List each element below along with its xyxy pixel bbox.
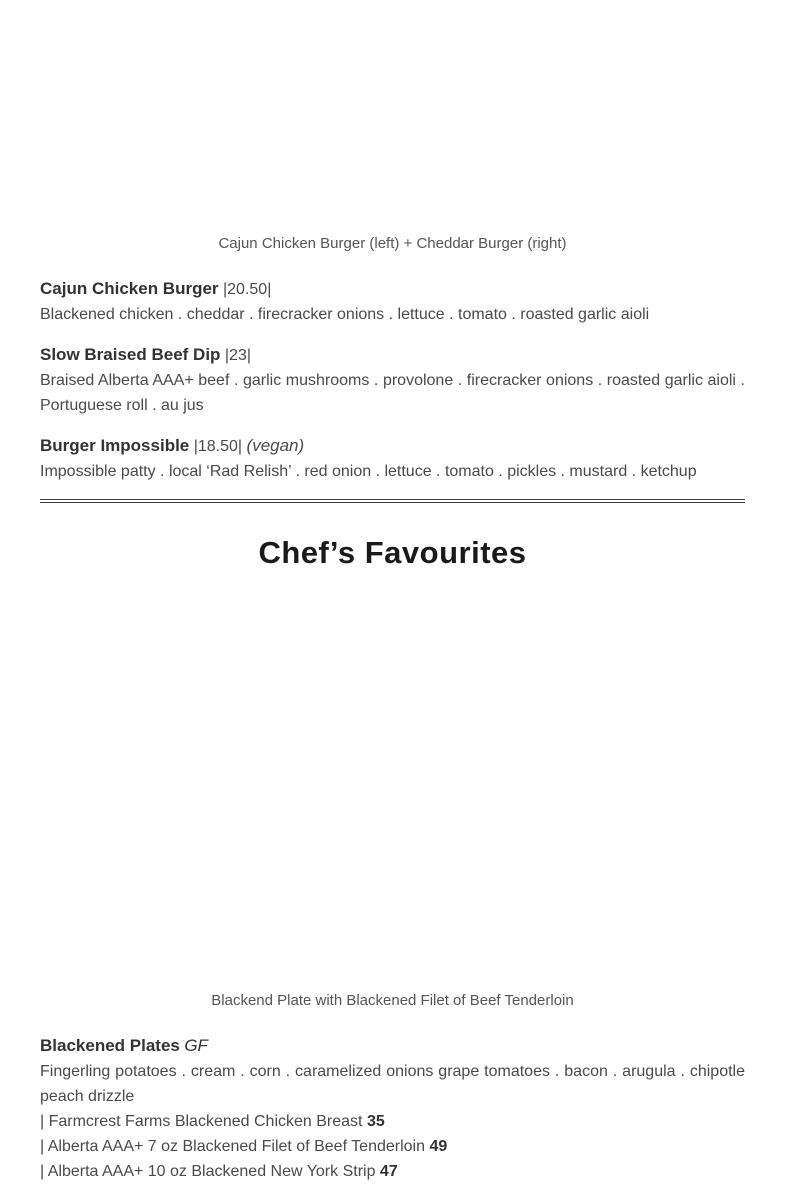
item-name: Slow Braised Beef Dip <box>40 345 221 364</box>
item-option-price: 35 <box>366 1113 385 1130</box>
item-gluten-free-note: GF <box>184 1036 208 1055</box>
burger-photo-figure <box>40 0 745 252</box>
menu-item-blackened-plates <box>40 1033 745 1184</box>
menu-item-slow-braised-beef-dip <box>40 342 745 418</box>
item-description: Braised Alberta AAA+ beef . garlic mushrooms . provolone . firecracker onions . roasted garlic aioli . Portuguese roll . au jus <box>40 372 745 414</box>
item-description: Blackened chicken . cheddar . firecracker onions . lettuce . tomato . roasted garlic aioli <box>40 306 650 323</box>
item-option <box>40 1113 385 1130</box>
burger-photo-placeholder <box>40 0 745 228</box>
item-option-label: | Alberta AAA+ 7 oz Blackened Filet of Beef Tenderloin <box>40 1138 425 1155</box>
item-description: Fingerling potatoes . cream . corn . caramelized onions grape tomatoes . bacon . arugula . chipotle peach drizzle <box>40 1063 745 1105</box>
menu-item-burger-impossible <box>40 433 745 484</box>
blackened-plate-photo-figure <box>40 585 745 1009</box>
item-name: Blackened Plates <box>40 1036 180 1055</box>
item-option-price: 49 <box>429 1138 448 1155</box>
item-option <box>40 1163 398 1180</box>
item-option-label: | Farmcrest Farms Blackened Chicken Breast <box>40 1113 363 1130</box>
item-option <box>40 1138 447 1155</box>
item-option-price: 47 <box>379 1163 398 1180</box>
menu-item-cajun-chicken-burger <box>40 276 745 327</box>
item-price: |18.50| <box>193 438 243 455</box>
item-price: |20.50| <box>223 281 272 298</box>
burger-photo-caption: Cajun Chicken Burger (left) + Cheddar Burger (right) <box>218 235 567 252</box>
section-divider <box>40 499 745 503</box>
item-price: |23| <box>224 347 251 364</box>
blackened-plate-photo-caption: Blackend Plate with Blackened Filet of Beef Tenderloin <box>211 992 574 1009</box>
item-name: Burger Impossible <box>40 436 190 455</box>
item-diet-note: (vegan) <box>246 436 305 455</box>
item-name: Cajun Chicken Burger <box>40 279 219 298</box>
section-heading-chefs-favourites: Chef’s Favourites <box>258 535 527 570</box>
blackened-plate-photo-placeholder <box>40 585 745 985</box>
item-description: Impossible patty . local ‘Rad Relish’ . red onion . lettuce . tomato . pickles . mustard . ketchup <box>40 463 697 480</box>
item-option-label: | Alberta AAA+ 10 oz Blackened New York Strip <box>40 1163 376 1180</box>
